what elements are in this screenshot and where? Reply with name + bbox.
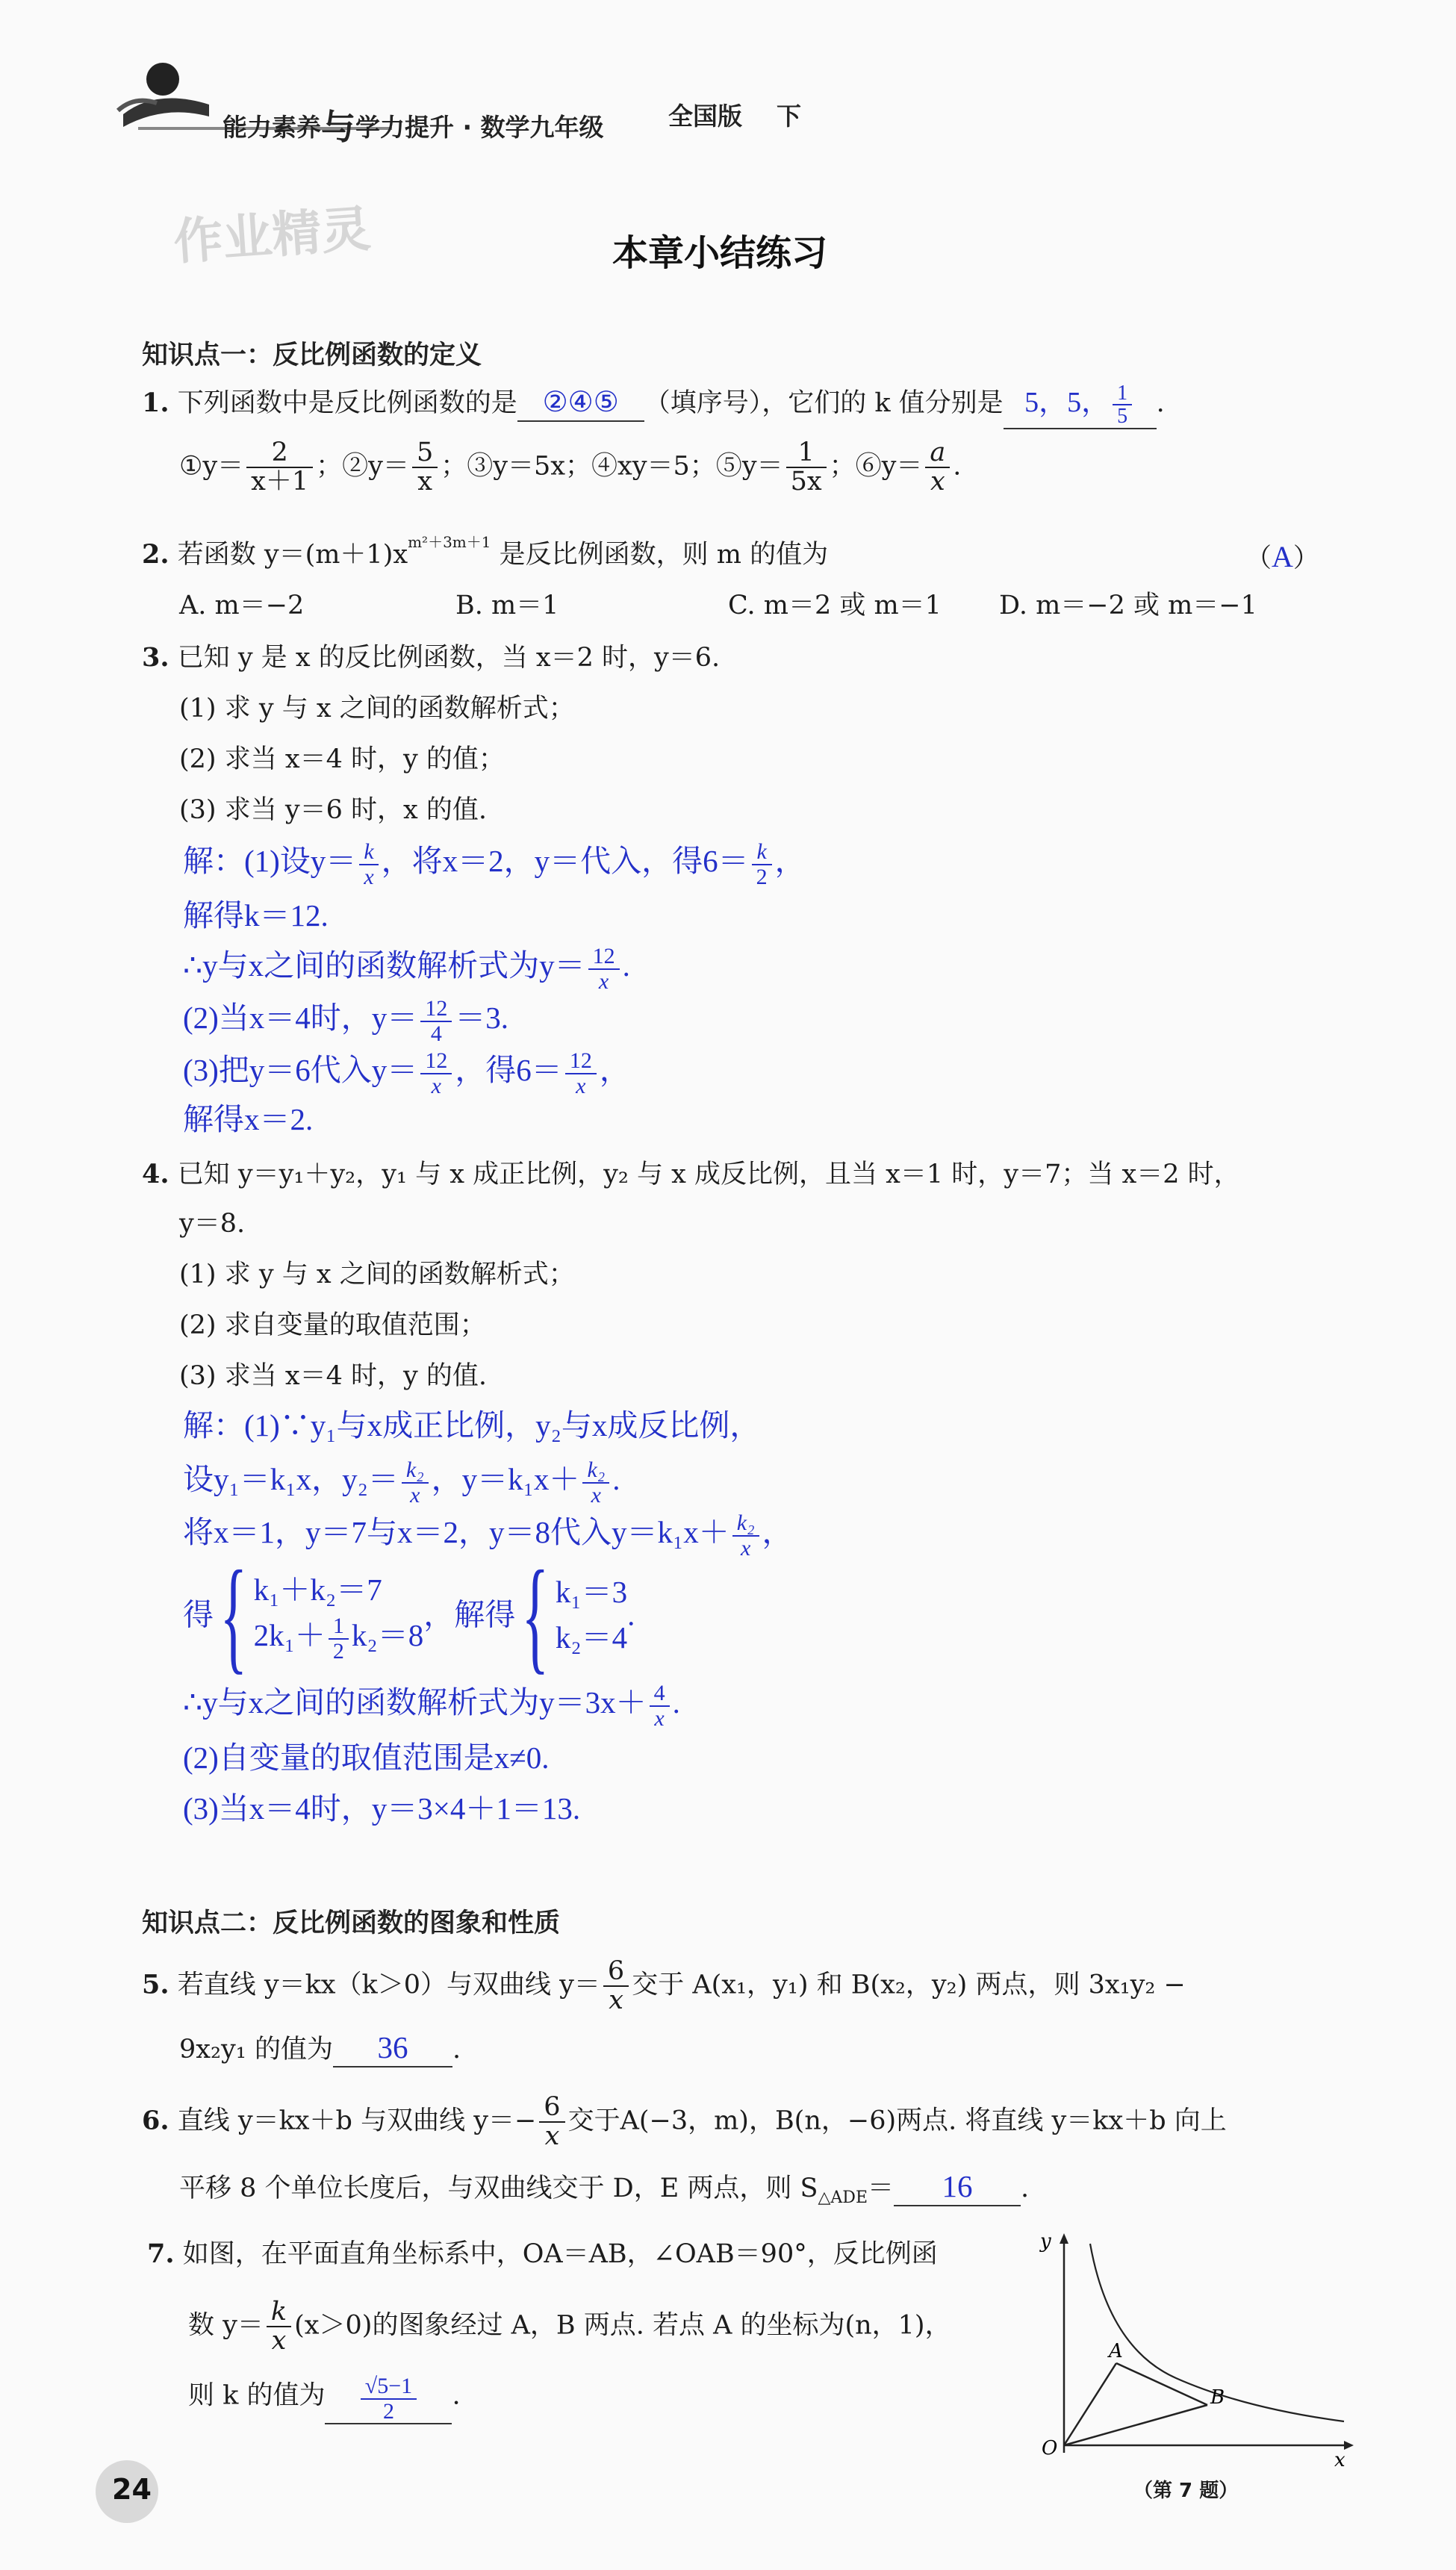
q1-blank-2: 5，5， $\frac{1}{5}$ xyxy=(1004,382,1157,429)
q2-option-c: C. m＝2 或 m＝1 xyxy=(728,591,942,620)
q2-answer: A xyxy=(1272,540,1293,573)
q3-part-1: (1) 求 y 与 x 之间的函数解析式； xyxy=(179,694,575,724)
q2-option-d: D. m＝−2 或 m＝−1 xyxy=(999,591,1257,620)
page-title: 本章小结练习 xyxy=(612,232,828,274)
header-edition: 全国版 xyxy=(668,102,742,131)
question-1: 1. 下列函数中是反比例函数的是 ②④⑤ （填序号），它们的 k 值分别是 5，5， $\frac{1}{5}$ . xyxy=(142,382,1165,429)
q1-options: ①y＝ $\frac{2}{x+1}$ ；②y＝ $\frac{5}{x}$ ；③y＝5x；④xy＝5；⑤y＝ $\frac{1}{5x}$ ；⑥y＝ $\frac{a}{x}$ . xyxy=(179,438,962,497)
q4-part-1: (1) 求 y 与 x 之间的函数解析式； xyxy=(179,1260,575,1289)
page-number: 24 xyxy=(112,2473,152,2506)
q2-option-a: A. m＝−2 xyxy=(179,591,305,620)
question-4: 4. 已知 y＝y₁＋y₂，y₁ 与 x 成正比例，y₂ 与 x 成反比例，且当 x＝1 时，y＝7；当 x＝2 时， xyxy=(142,1159,1240,1189)
q6-answer: 16 xyxy=(894,2168,1021,2206)
question-6-cont: 平移 8 个单位长度后，与双曲线交于 D，E 两点，则 $S_{\triangle ADE}= 16$ . xyxy=(179,2169,1030,2207)
section-title-graph: 知识点二：反比例函数的图象和性质 xyxy=(142,1908,561,1938)
figure-label-o: O xyxy=(1042,2437,1058,2459)
q7-figure-caption: （第 7 题） xyxy=(1133,2480,1239,2502)
header-title: 能力素养与学力提升 · 数学九年级 xyxy=(223,107,604,147)
q1-blank-1: ②④⑤ xyxy=(517,386,644,422)
q5-answer: 36 xyxy=(333,2029,452,2067)
q7-answer: $\frac{√5-1}{2}$ xyxy=(325,2374,452,2424)
watermark: 作业精灵 xyxy=(172,199,373,272)
book-reader-logo-icon xyxy=(112,58,220,133)
question-7-line-2: 数 y＝ $\frac{k}{x} (x>0)$的图象经过 A，B 两点. 若点 A 的坐标为(n，1)， xyxy=(188,2297,951,2356)
figure-label-y: y xyxy=(1040,2230,1051,2253)
section-title-definition: 知识点一：反比例函数的定义 xyxy=(142,340,482,370)
q2-answer-bracket: （A） xyxy=(1245,540,1319,573)
q7-figure xyxy=(1034,2229,1355,2475)
question-4-cont: y＝8. xyxy=(179,1209,246,1239)
question-7: 7. 如图，在平面直角坐标系中，OA＝AB，∠OAB＝90°，反比例函 xyxy=(147,2238,938,2269)
header-volume: 下 xyxy=(777,102,801,131)
question-7-line-3: 则 k 的值为 $\frac{√5-1}{2}$ . xyxy=(188,2374,461,2424)
question-5: 5. 若直线 y＝kx（k＞0）与双曲线 y＝ $\frac{6}{x}$ 交于 A(x₁，y₁) 和 B(x₂，y₂) 两点，则 3x₁y₂ − xyxy=(142,1956,1186,2015)
q4-part-3: (3) 求当 x＝4 时，y 的值. xyxy=(179,1361,487,1391)
question-3: 3. 已知 y 是 x 的反比例函数，当 x＝2 时，y＝6. xyxy=(142,642,721,673)
figure-label-b: B xyxy=(1210,2386,1225,2409)
q3-part-3: (3) 求当 y＝6 时，x 的值. xyxy=(179,795,487,825)
figure-label-a: A xyxy=(1109,2340,1123,2362)
question-5-cont: 9x₂y₁ 的值为 36 . xyxy=(179,2029,461,2067)
q4-part-2: (2) 求自变量的取值范围； xyxy=(179,1310,486,1340)
q3-part-2: (2) 求当 x＝4 时，y 的值； xyxy=(179,744,505,774)
question-2: 2. 若函数 $y=(m+1)x^{m^2+3m+1}$ 是反比例函数，则 m 的值为 xyxy=(142,533,829,570)
figure-label-x: x xyxy=(1334,2449,1345,2471)
q2-option-b: B. m＝1 xyxy=(455,591,559,620)
question-6: 6. 直线 y＝kx＋b 与双曲线 y＝− $\frac{6}{x}$ 交于A(−3，m)，B(n，−6)两点. 将直线 y＝kx＋b 向上 xyxy=(142,2092,1227,2151)
